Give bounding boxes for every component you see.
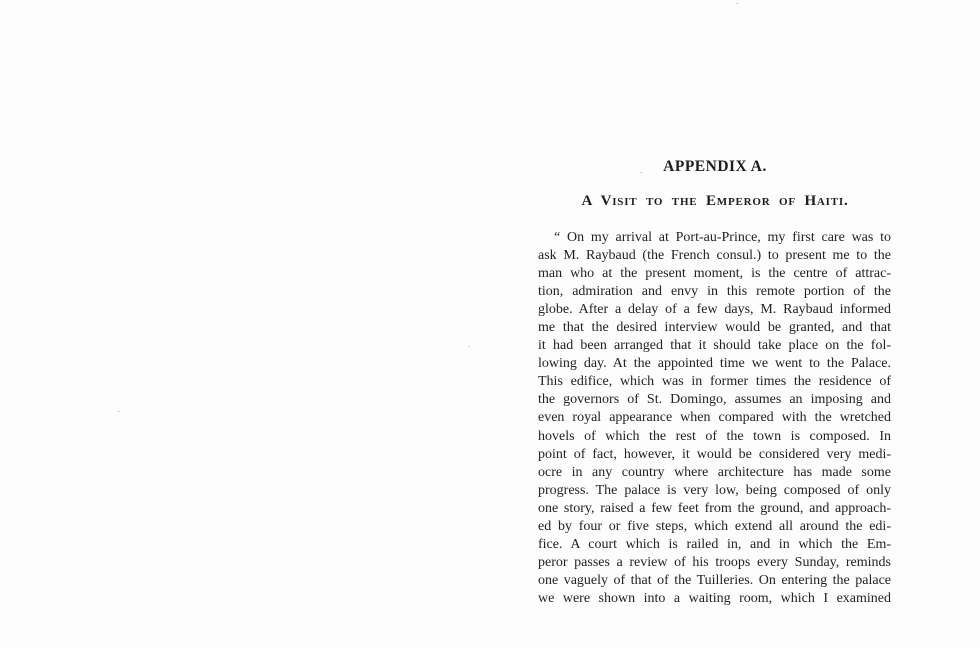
- text-line: “ On my arrival at Port-au-Prince, my first care was to: [554, 230, 891, 245]
- text-line: me that the desired interview would be granted, and that: [538, 320, 891, 336]
- text-line: tion, admiration and envy in this remote portion of the: [538, 284, 891, 300]
- paper-speck: [118, 411, 120, 412]
- text-line: hovels of which the rest of the town is composed. In: [538, 428, 891, 444]
- text-line: even royal appearance when compared with the wretched: [538, 410, 891, 426]
- text-line: globe. After a delay of a few days, M. Raybaud informed: [538, 302, 891, 318]
- paper-speck: [468, 346, 470, 347]
- text-line: the governors of St. Domingo, assumes an imposing and: [538, 392, 891, 408]
- text-line: we were shown into a waiting room, which I examined: [538, 590, 891, 606]
- text-line: one story, raised a few feet from the ground, and approach-: [538, 500, 891, 516]
- text-line: it had been arranged that it should take place on the fol-: [538, 338, 891, 354]
- text-line: This edifice, which was in former times the residence of: [538, 374, 891, 390]
- text-line: ocre in any country where architecture has made some: [538, 464, 891, 480]
- text-line: ask M. Raybaud (the French consul.) to present me to the: [538, 248, 891, 264]
- body-paragraph: [538, 229, 891, 608]
- text-line: point of fact, however, it would be considered very medi-: [538, 446, 891, 462]
- appendix-heading: APPENDIX A.: [663, 158, 767, 175]
- section-title: A Visit to the Emperor of Haiti.: [581, 193, 849, 209]
- text-line: lowing day. At the appointed time we went to the Palace.: [538, 356, 891, 372]
- text-line: ed by four or five steps, which extend all around the edi-: [538, 518, 891, 534]
- text-line: one vaguely of that of the Tuilleries. On entering the palace: [538, 572, 891, 588]
- paper-speck: [736, 3, 738, 4]
- text-line: progress. The palace is very low, being composed of only: [538, 482, 891, 498]
- text-line: man who at the present moment, is the centre of attrac-: [538, 266, 891, 282]
- text-line: peror passes a review of his troops every Sunday, reminds: [538, 554, 891, 570]
- text-line: fice. A court which is railed in, and in which the Em-: [538, 536, 891, 552]
